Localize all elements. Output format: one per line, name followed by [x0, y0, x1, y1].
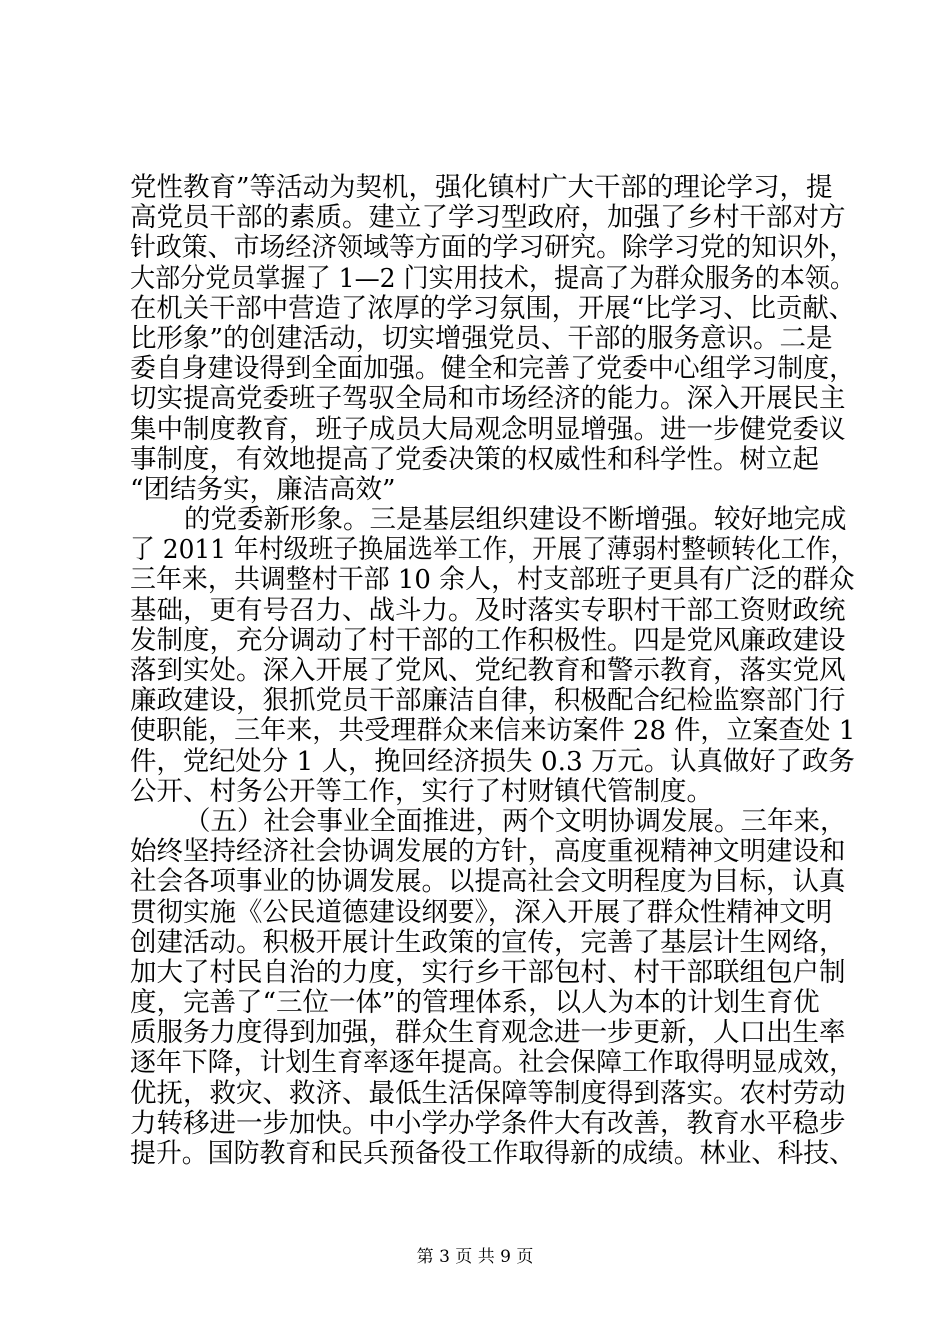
text-line: 逐年下降，计划生育率逐年提高。社会保障工作取得明显成效， — [130, 1047, 856, 1079]
text-line: 针政策、市场经济领域等方面的学习研究。除学习党的知识外， — [130, 232, 856, 264]
text-line: 基础，更有号召力、战斗力。及时落实专职村干部工资财政统 — [130, 594, 846, 626]
text-line: 的党委新形象。三是基层组织建设不断增强。较好地完成 — [184, 504, 847, 536]
text-line: 创建活动。积极开展计生政策的宣传，完善了基层计生网络， — [130, 926, 846, 958]
text-line: 发制度，充分调动了村干部的工作积极性。四是党风廉政建设 — [130, 624, 846, 656]
text-line: 集中制度教育，班子成员大局观念明显增强。进一步健党委议 — [130, 413, 846, 445]
text-line: 落到实处。深入开展了党风、党纪教育和警示教育，落实党风 — [130, 655, 846, 686]
text-line: 使职能，三年来，共受理群众来信来访案件 28 件，立案查处 1 — [130, 715, 856, 747]
text-line: 始终坚持经济社会协调发展的方针，高度重视精神文明建设和 — [130, 836, 846, 868]
text-line: 高党员干部的素质。建立了学习型政府，加强了乡村干部对方 — [130, 202, 846, 234]
text-line: 件，党纪处分 1 人，挽回经济损失 0.3 万元。认真做好了政务 — [130, 745, 855, 777]
text-line: 廉政建设，狠抓党员干部廉洁自律，积极配合纪检监察部门行 — [130, 685, 846, 717]
text-line: 委自身建设得到全面加强。健全和完善了党委中心组学习制度， — [130, 353, 856, 385]
text-line: 加大了村民自治的力度，实行乡干部包村、村干部联组包户制 — [130, 956, 846, 988]
text-line: 党性教育”等活动为契机，强化镇村广大干部的理论学习，提 — [130, 172, 833, 203]
text-line: “团结务实，廉洁高效” — [130, 473, 396, 505]
text-line: 大部分党员掌握了 1—2 门实用技术，提高了为群众服务的本领。 — [130, 262, 856, 294]
text-line: 事制度，有效地提高了党委决策的权威性和科学性。树立起 — [130, 443, 819, 475]
text-line: 力转移进一步加快。中小学办学条件大有改善，教育水平稳步 — [130, 1107, 846, 1139]
text-line: 提升。国防教育和民兵预备役工作取得新的成绩。林业、科技、 — [130, 1138, 856, 1169]
text-line: 社会各项事业的协调发展。以提高社会文明程度为目标，认真 — [130, 866, 846, 898]
text-line: 公开、村务公开等工作，实行了村财镇代管制度。 — [130, 775, 713, 807]
text-line: （五）社会事业全面推进，两个文明协调发展。三年来， — [184, 805, 847, 837]
text-line: 在机关干部中营造了浓厚的学习氛围，开展“比学习、比贡献、 — [130, 292, 856, 324]
text-line: 了 2011 年村级班子换届选举工作，开展了薄弱村整顿转化工作， — [130, 534, 856, 566]
text-line: 切实提高党委班子驾驭全局和市场经济的能力。深入开展民主 — [130, 383, 846, 415]
text-line: 比形象”的创建活动，切实增强党员、干部的服务意识。二是 — [130, 322, 833, 354]
text-line: 度，完善了“三位一体”的管理体系，以人为本的计划生育优 — [130, 987, 820, 1019]
text-line: 优抚，救灾、救济、最低生活保障等制度得到落实。农村劳动 — [130, 1077, 846, 1109]
page-footer: 第 3 页 共 9 页 — [416, 1247, 534, 1267]
text-line: 贯彻实施《公民道德建设纲要》，深入开展了群众性精神文明 — [130, 896, 833, 928]
body-text — [130, 173, 855, 1169]
text-line: 质服务力度得到加强，群众生育观念进一步更新，人口出生率 — [130, 1017, 846, 1049]
text-line: 三年来，共调整村干部 10 余人，村支部班子更具有广泛的群众 — [130, 564, 855, 596]
